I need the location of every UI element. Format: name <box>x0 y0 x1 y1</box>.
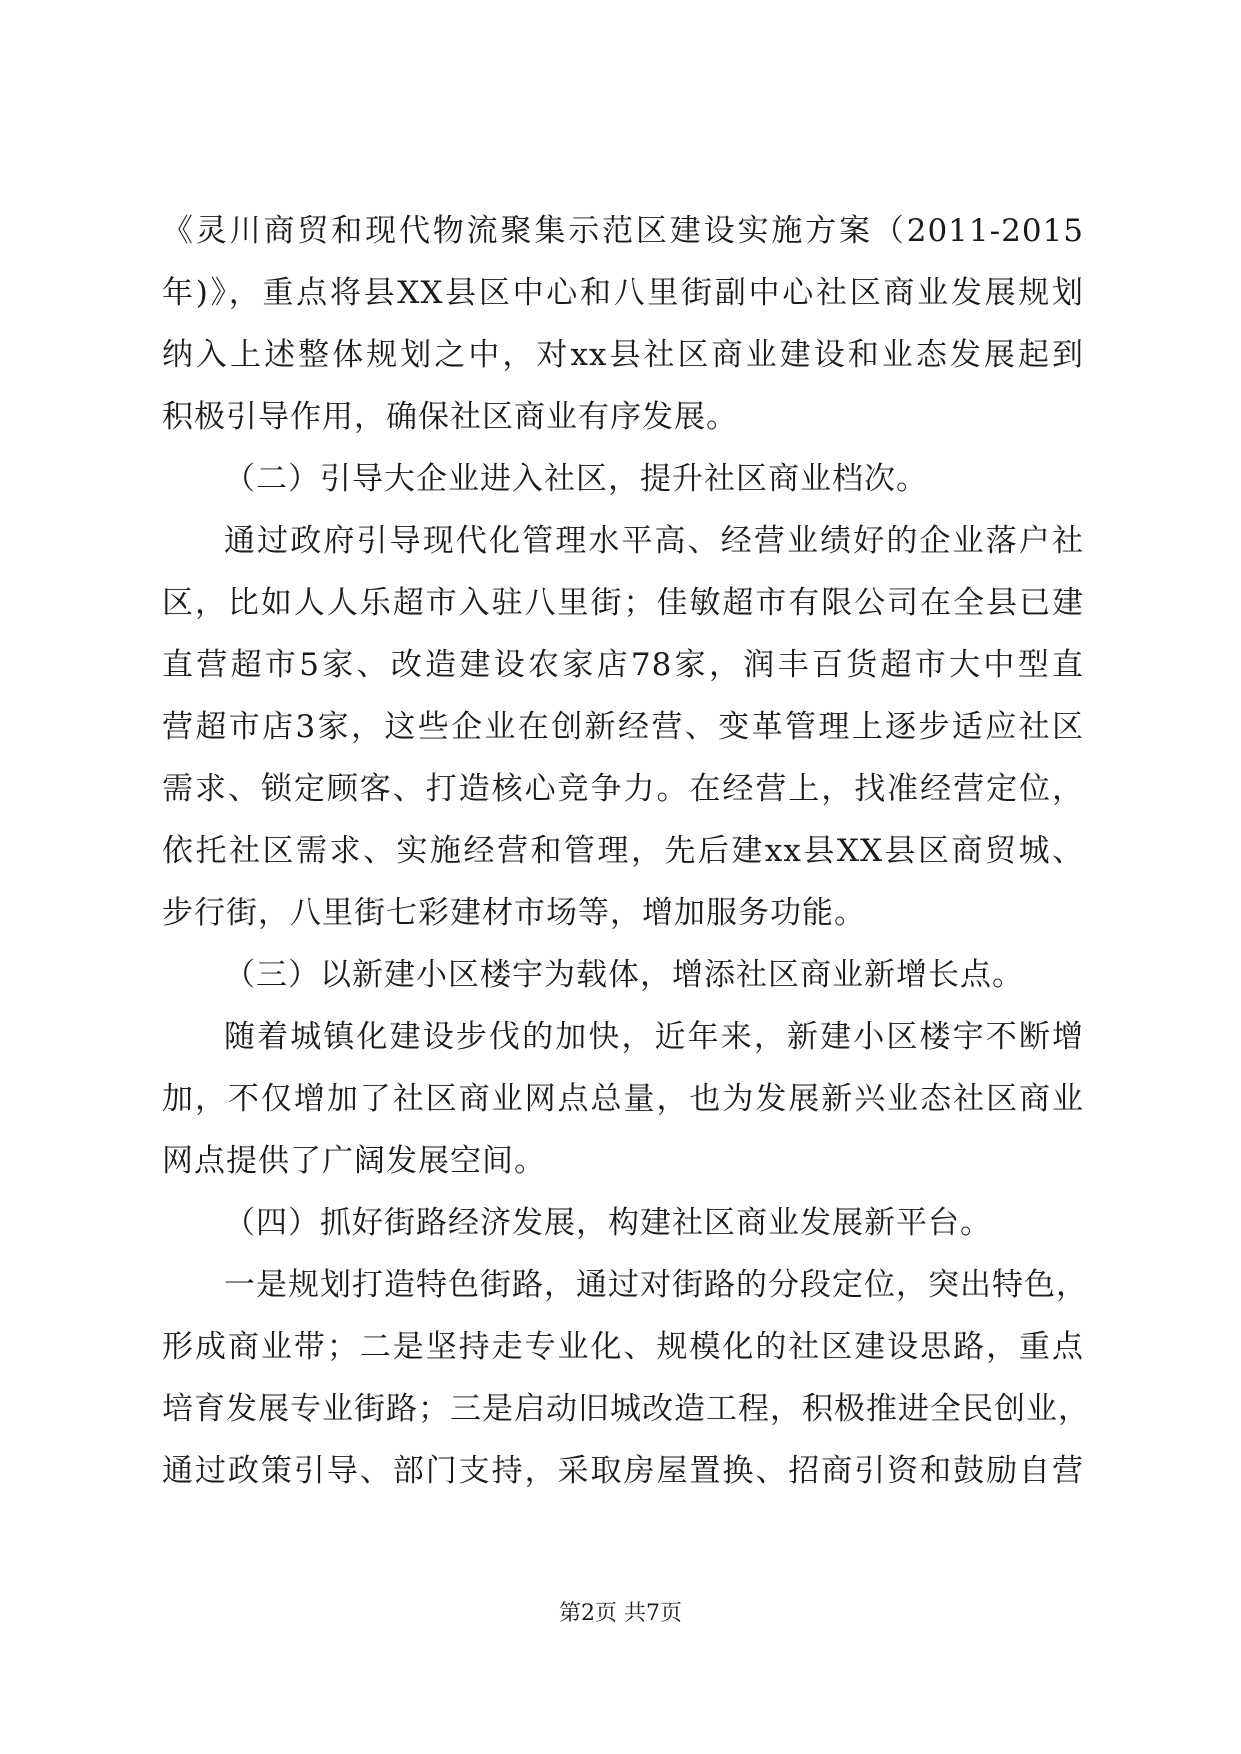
text-line: 区，比如人人乐超市入驻八里街；佳敏超市有限公司在全县已建 <box>162 585 1084 621</box>
text-line: 加，不仅增加了社区商业网点总量，也为发展新兴业态社区商业 <box>162 1081 1084 1117</box>
text-line: 网点提供了广阔发展空间。 <box>162 1143 546 1179</box>
text-line: 通过政策引导、部门支持，采取房屋置换、招商引资和鼓励自营 <box>162 1453 1084 1489</box>
section-heading: （四）抓好街路经济发展，构建社区商业发展新平台。 <box>224 1205 992 1241</box>
text-line: 依托社区需求、实施经营和管理，先后建xx县XX县区商贸城、 <box>162 833 1084 869</box>
text-line: 形成商业带；二是坚持走专业化、规模化的社区建设思路，重点 <box>162 1329 1084 1365</box>
body-text <box>162 200 1090 1502</box>
text-line: 通过政府引导现代化管理水平高、经营业绩好的企业落户社 <box>224 523 1084 559</box>
text-line: 随着城镇化建设步伐的加快，近年来，新建小区楼宇不断增 <box>224 1019 1084 1055</box>
text-line: 步行街，八里街七彩建材市场等，增加服务功能。 <box>162 895 866 931</box>
section-heading: （三）以新建小区楼宇为载体，增添社区商业新增长点。 <box>224 957 1024 993</box>
text-line: 一是规划打造特色街路，通过对街路的分段定位，突出特色， <box>224 1267 1088 1303</box>
section-heading: （二）引导大企业进入社区，提升社区商业档次。 <box>224 461 928 497</box>
text-line: 纳入上述整体规划之中，对xx县社区商业建设和业态发展起到 <box>162 337 1084 373</box>
text-line: 直营超市5家、改造建设农家店78家，润丰百货超市大中型直 <box>162 647 1084 683</box>
text-line: 积极引导作用，确保社区商业有序发展。 <box>162 399 738 435</box>
text-line: 年)》，重点将县XX县区中心和八里街副中心社区商业发展规划 <box>162 275 1084 311</box>
text-line: 《灵川商贸和现代物流聚集示范区建设实施方案（2011-2015 <box>162 213 1084 249</box>
text-line: 培育发展专业街路；三是启动旧城改造工程，积极推进全民创业， <box>162 1391 1090 1427</box>
page-footer <box>0 1599 1241 1629</box>
text-line: 需求、锁定顾客、打造核心竞争力。在经营上，找准经营定位， <box>162 771 1084 807</box>
text-line: 营超市店3家，这些企业在创新经营、变革管理上逐步适应社区 <box>162 709 1084 745</box>
page-number-label: 第2页 共7页 <box>559 1601 682 1626</box>
